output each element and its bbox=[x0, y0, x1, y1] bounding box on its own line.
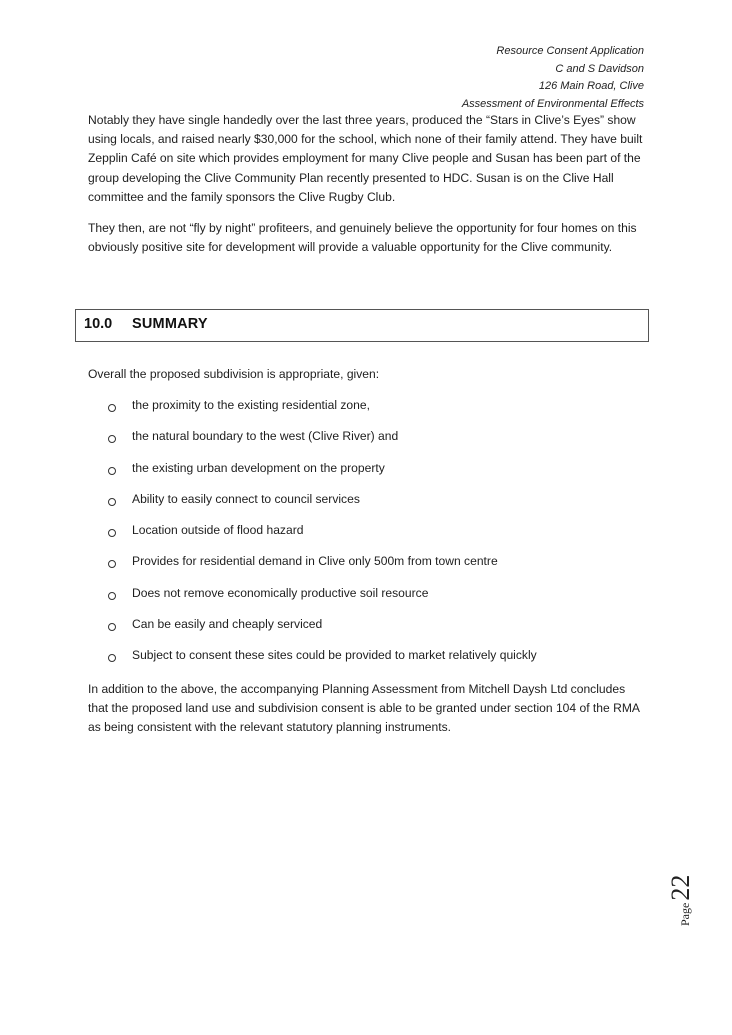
paragraph-not-profiteers: They then, are not “fly by night” profiteers, and genuinely believe the opportunity for four homes on this obviously positive site for development will provide a valuable opportunity for the Clive community. bbox=[88, 221, 637, 255]
page-number-value: 22 bbox=[666, 874, 695, 901]
document-header bbox=[462, 43, 644, 113]
section-number: 10.0 bbox=[84, 316, 113, 332]
section-heading-box bbox=[75, 309, 649, 342]
header-line-report: Assessment of Environmental Effects bbox=[461, 97, 644, 110]
page-number bbox=[662, 864, 702, 934]
bullet-circle-icon bbox=[108, 404, 116, 412]
bullet-circle-icon bbox=[108, 498, 116, 506]
document-page: Resource Consent Application C and S Davidson 126 Main Road, Clive Assessment of Environmental Effects Notably they have single handedly over the last three years, produced the “Stars in Clive’s Eyes” show using locals, and raised nearly $30,000 for the school, which none of their family attend. They have built Zepplin Café on site which provides employment for many Clive people and Susan has been part of the group developing the Clive Community Plan recently presented to HDC. Susan is on the Clive Hall committee and the family sponsors the Clive Rugby Club. They then, are not “fly by night” profiteers, and genuinely believe the opportunity for four homes on this obviously positive site for development will provide a valuable opportunity for the Clive community. 10.0 SUMMARY Overall the proposed subdivision is appropriate, given: the proximity to the existing residential zone, the natural boundary to the west (Clive River) and the existing urban development on the property Ability to easily connect to council services Location outside of flood hazard Provides for residential demand in Clive only 500m from town centre Does not remove economically productive soil resource Can be easily and cheaply serviced Subject to consent these sites could be provided to market relatively quickly In addition to the above, the accompanying Planning Assessment from Mitchell Daysh Ltd concludes that the proposed land use and subdivision consent is able to be granted under section 104 of the RMA as being consistent with the relevant statutory planning instruments. Page22 bbox=[0, 0, 732, 1035]
bullet-circle-icon bbox=[108, 592, 116, 600]
bullet-circle-icon bbox=[108, 560, 116, 568]
paragraph-community-involvement: Notably they have single handedly over the last three years, produced the “Stars in Clive’s Eyes” show using locals, and raised nearly $30,000 for the school, which none of their family attend. They have built Zepplin Café on site which provides employment for many Clive people and Susan has been part of the group developing the Clive Community Plan recently presented to HDC. Susan is on the Clive Hall committee and the family sponsors the Clive Rugby Club. bbox=[88, 113, 643, 204]
header-line-address: 126 Main Road, Clive bbox=[538, 80, 644, 92]
section-title: SUMMARY bbox=[132, 316, 208, 332]
bullet-circle-icon bbox=[108, 435, 116, 443]
summary-intro: Overall the proposed subdivision is appropriate, given: bbox=[88, 367, 380, 381]
bullet-circle-icon bbox=[108, 623, 116, 631]
header-line-title: Resource Consent Application bbox=[496, 45, 644, 57]
page-number-label: Page bbox=[678, 902, 692, 926]
bullet-circle-icon bbox=[108, 529, 116, 537]
paragraph-planning-conclusion: In addition to the above, the accompanying Planning Assessment from Mitchell Daysh Ltd concludes that the proposed land use and subdivision consent is able to be granted under section 104 of the RMA as being consistent with the relevant statutory planning instruments. bbox=[88, 682, 640, 735]
header-line-applicant: C and S Davidson bbox=[555, 62, 644, 75]
bullet-circle-icon bbox=[108, 654, 116, 662]
bullet-circle-icon bbox=[108, 467, 116, 475]
